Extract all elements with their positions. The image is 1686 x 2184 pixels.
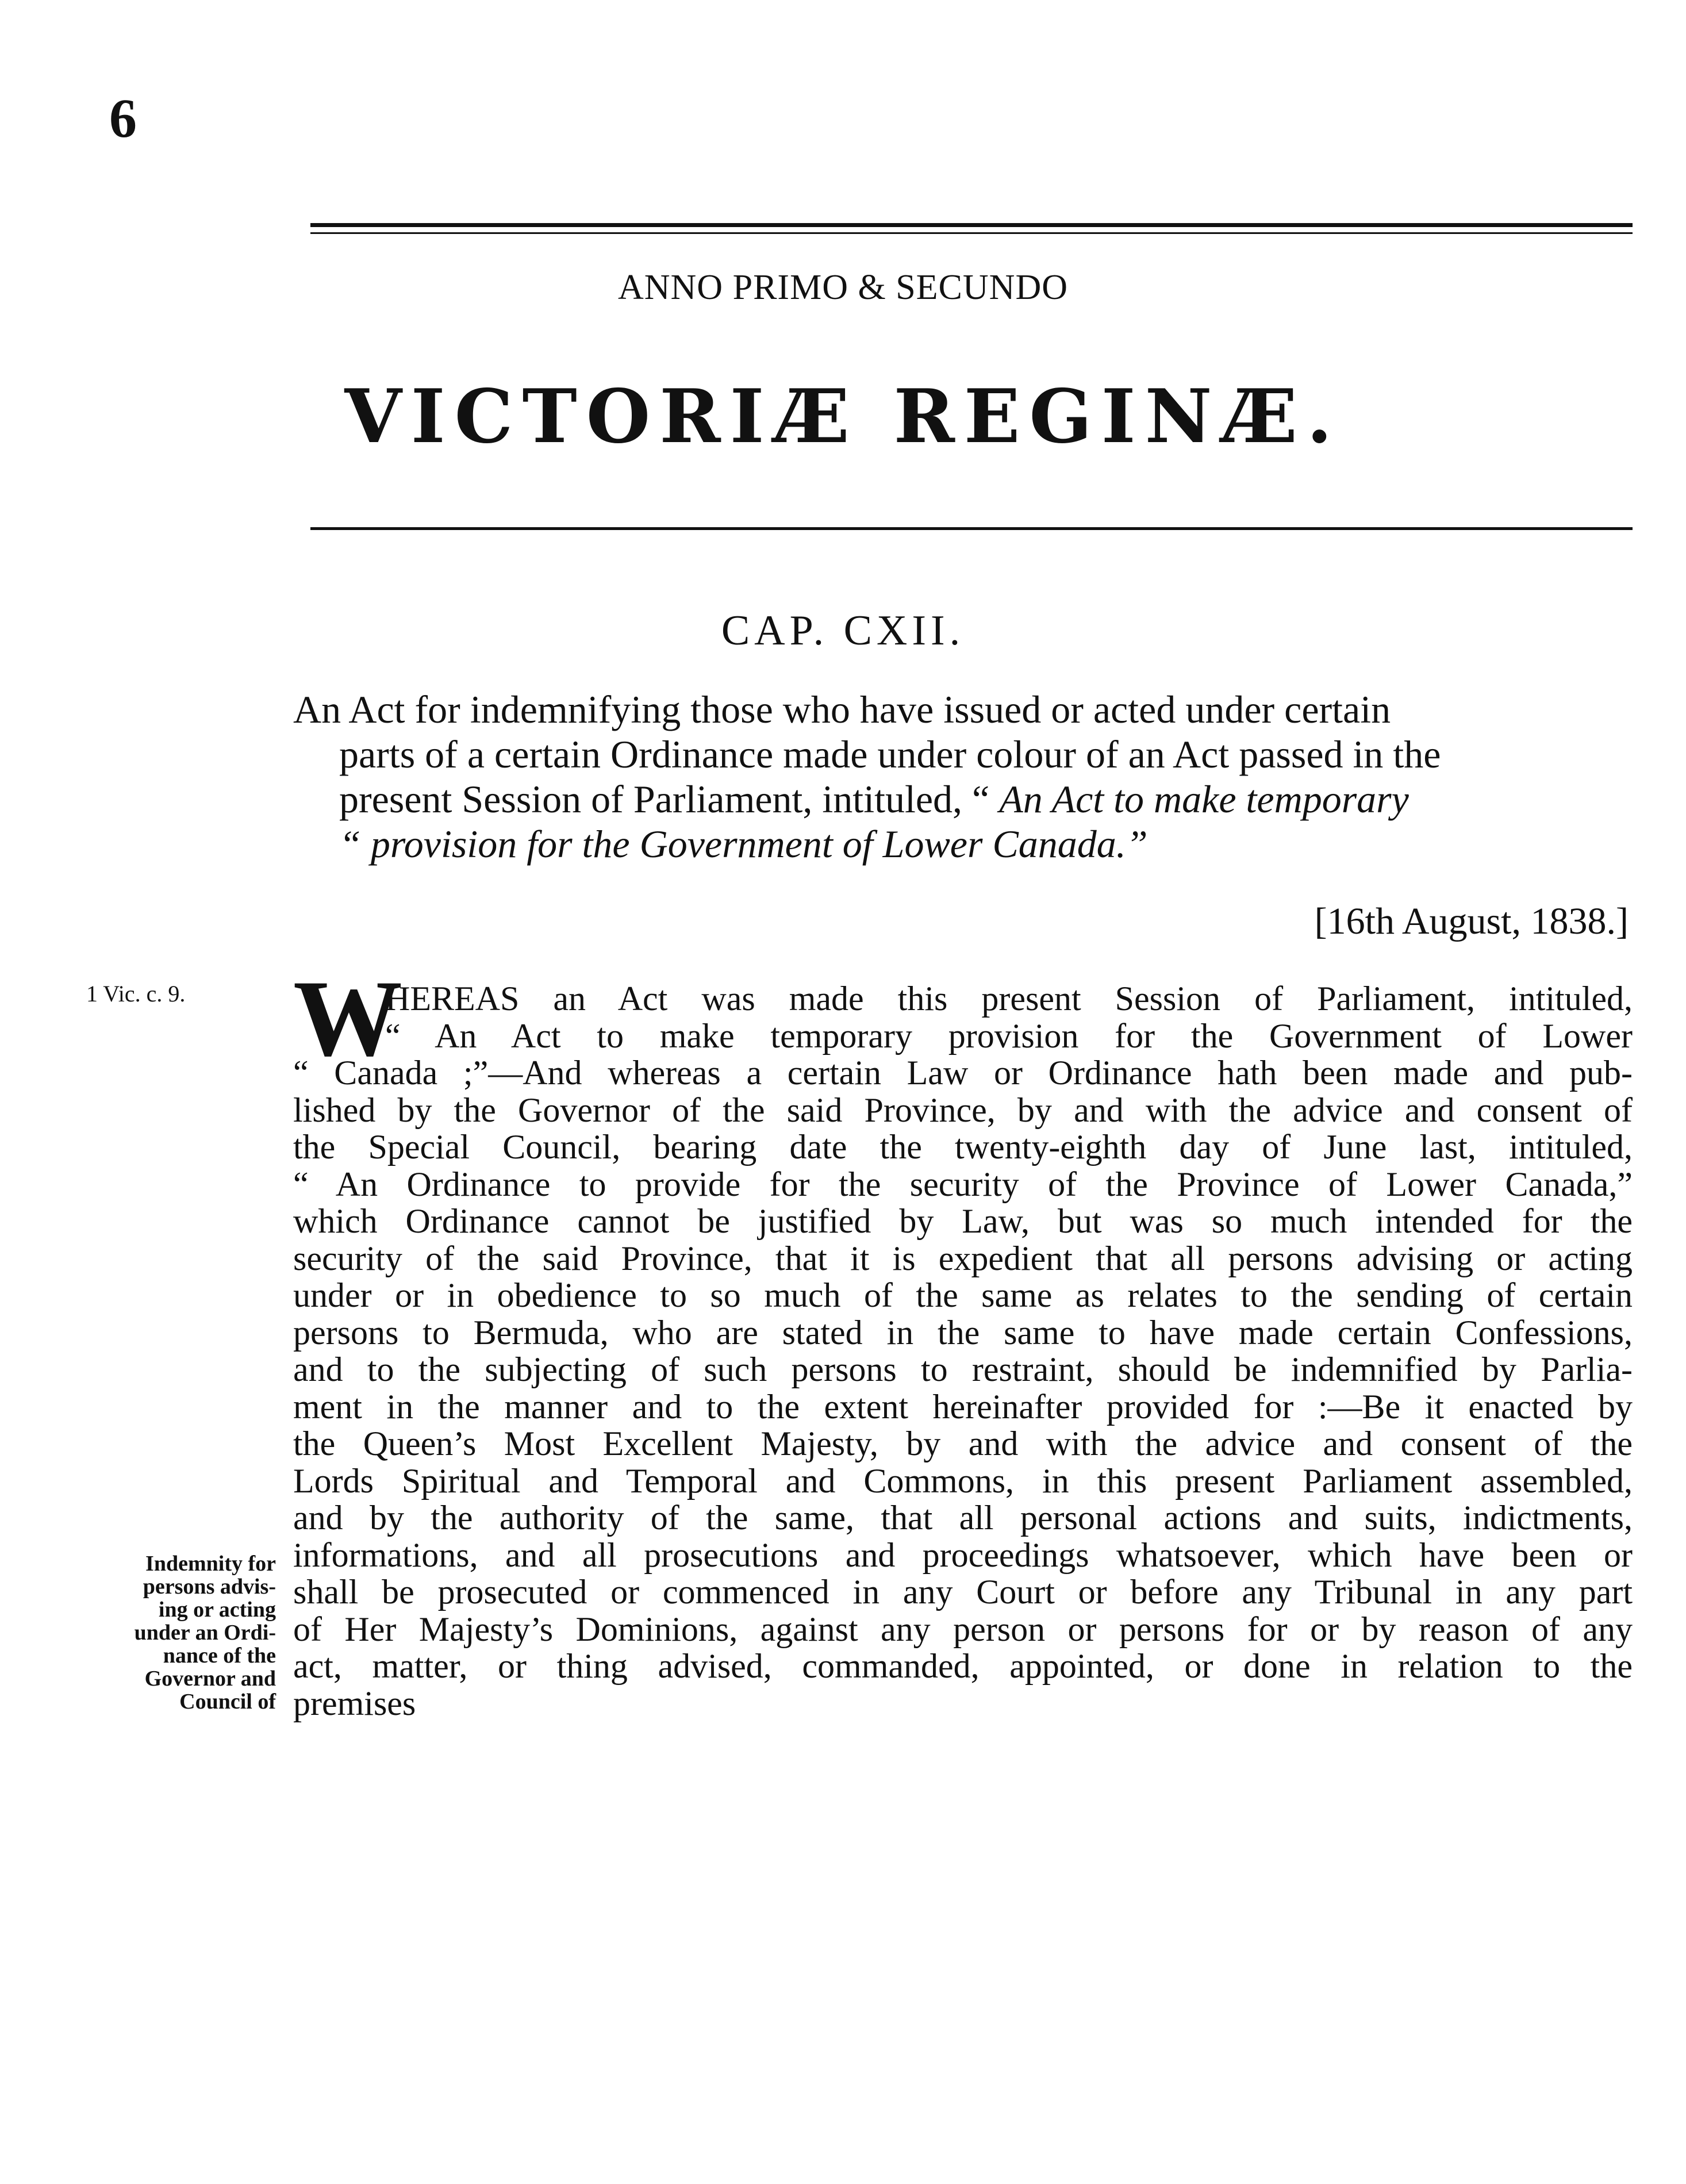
act-title-text: present Session of Parliament, intituled, “ xyxy=(339,777,1000,821)
title-rule xyxy=(310,527,1633,530)
margin-reference: 1 Vic. c. 9. xyxy=(86,981,186,1007)
body-line: persons to Bermuda, who are stated in the same to have made certain Confessions, xyxy=(293,1313,1633,1352)
catchword: premises xyxy=(293,1684,416,1722)
side-note-line: ing or acting xyxy=(158,1598,276,1622)
body-line: and to the subjecting of such persons to restraint, should be indemnified by Parlia- xyxy=(293,1350,1633,1388)
act-title xyxy=(293,687,1633,866)
body-line: Lords Spiritual and Temporal and Commons, in this present Parliament assembled, xyxy=(293,1461,1633,1500)
body-line: under or in obedience to so much of the same as relates to the sending of certain xyxy=(293,1276,1633,1314)
body-line: security of the said Province, that it is expedient that all persons advising or acting xyxy=(293,1239,1633,1277)
header-rule-thick xyxy=(310,223,1633,227)
side-note-line: Indemnity for xyxy=(145,1552,276,1576)
side-note-line: Council of xyxy=(179,1690,276,1714)
body-line: “ An Ordinance to provide for the security of the Province of Lower Canada,” xyxy=(293,1165,1633,1203)
act-title-italic: “ provision for the Government of Lower Canada.” xyxy=(339,822,1148,866)
side-note-line: under an Ordi- xyxy=(134,1621,276,1645)
body-line: ment in the manner and to the extent hereinafter provided for :—Be it enacted by xyxy=(293,1387,1633,1426)
drop-cap: W xyxy=(293,958,402,1079)
side-note-line: Governor and xyxy=(144,1667,276,1691)
act-title-line: parts of a certain Ordinance made under colour of an Act passed in the xyxy=(339,732,1441,776)
regina-heading: VICTORIÆ REGINÆ. xyxy=(344,374,1342,460)
header-rule-thin xyxy=(310,232,1633,234)
body-line: “ Canada ;”—And whereas a certain Law or Ordinance hath been made and pub- xyxy=(293,1054,1633,1092)
body-line: lished by the Governor of the said Province, by and with the advice and consent of xyxy=(293,1091,1633,1129)
body-line: the Special Council, bearing date the twenty-eighth day of June last, intituled, xyxy=(293,1128,1633,1166)
act-title-line xyxy=(293,777,1633,822)
side-note-line: persons advis- xyxy=(143,1575,276,1599)
anno-heading: ANNO PRIMO & SECUNDO xyxy=(617,268,1068,307)
side-note xyxy=(121,1552,276,1713)
body-line: “ An Act to make temporary provision for the Government of Lower xyxy=(385,1016,1633,1055)
body-line: which Ordinance cannot be justified by Law, but was so much intended for the xyxy=(293,1202,1633,1240)
body-line: HEREAS an Act was made this present Session of Parliament, intituled, xyxy=(385,980,1633,1018)
chapter-heading: CAP. CXII. xyxy=(721,607,965,654)
act-title-line: An Act for indemnifying those who have issued or acted under certain xyxy=(293,688,1391,731)
act-title-italic: An Act to make temporary xyxy=(999,777,1409,821)
body-line: the Queen’s Most Excellent Majesty, by and with the advice and consent of the xyxy=(293,1425,1633,1463)
body-line: act, matter, or thing advised, commanded, appointed, or done in relation to the xyxy=(293,1647,1633,1685)
side-note-line: nance of the xyxy=(163,1644,276,1668)
act-body xyxy=(293,958,1633,1722)
body-line: informations, and all prosecutions and proceedings whatsoever, which have been or xyxy=(293,1536,1633,1574)
body-line: of Her Majesty’s Dominions, against any person or persons for or by reason of any xyxy=(293,1610,1633,1648)
page-number: 6 xyxy=(109,87,137,149)
act-title-line xyxy=(293,822,1633,866)
act-date: [16th August, 1838.] xyxy=(1314,900,1629,942)
body-line: and by the authority of the same, that all personal actions and suits, indictments, xyxy=(293,1499,1633,1537)
body-line: shall be prosecuted or commenced in any Court or before any Tribunal in any part xyxy=(293,1573,1633,1611)
